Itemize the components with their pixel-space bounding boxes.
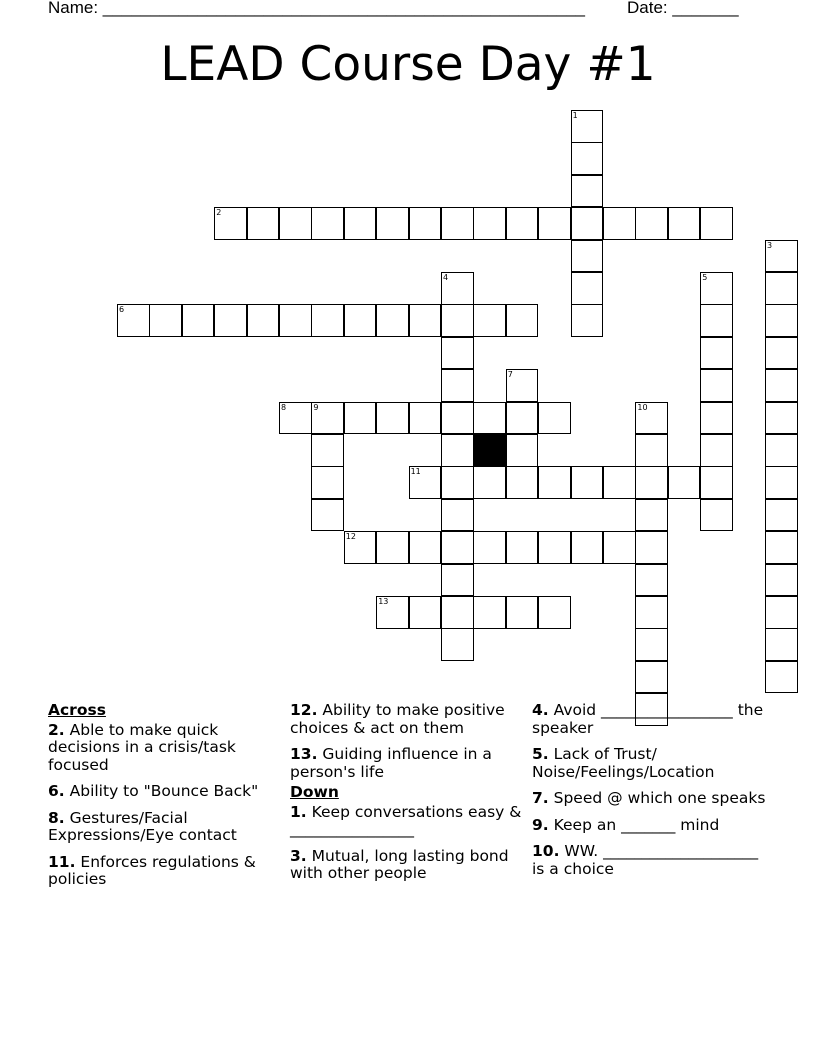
- grid-cell[interactable]: [214, 207, 247, 240]
- grid-cell[interactable]: [765, 628, 798, 661]
- grid-cell[interactable]: [441, 564, 474, 597]
- grid-cell[interactable]: [765, 531, 798, 564]
- grid-cell[interactable]: [668, 466, 701, 499]
- grid-cell[interactable]: [765, 337, 798, 370]
- grid-cell[interactable]: [409, 596, 442, 629]
- grid-cell[interactable]: [571, 240, 604, 273]
- grid-cell[interactable]: [311, 207, 344, 240]
- grid-cell[interactable]: [409, 207, 442, 240]
- clue-number: 7: [507, 370, 513, 380]
- clues-column-2: [290, 702, 525, 892]
- grid-cell[interactable]: [409, 466, 442, 499]
- grid-cell[interactable]: [376, 402, 409, 435]
- grid-cell[interactable]: [311, 434, 344, 467]
- grid-cell[interactable]: [603, 466, 636, 499]
- grid-cell[interactable]: [765, 661, 798, 694]
- grid-cell[interactable]: [538, 531, 571, 564]
- grid-cell[interactable]: [571, 466, 604, 499]
- grid-cell[interactable]: [571, 272, 604, 305]
- grid-cell[interactable]: [344, 402, 377, 435]
- grid-cell[interactable]: [635, 564, 668, 597]
- clue-across-6: 6. Ability to "Bounce Back": [48, 782, 259, 800]
- grid-cell[interactable]: [441, 499, 474, 532]
- grid-cell[interactable]: [700, 434, 733, 467]
- grid-cell[interactable]: [344, 207, 377, 240]
- grid-cell[interactable]: [311, 499, 344, 532]
- grid-cell[interactable]: [538, 596, 571, 629]
- grid-cell[interactable]: [506, 531, 539, 564]
- page-title: LEAD Course Day #1: [160, 37, 656, 92]
- clues-column-1: [48, 702, 283, 898]
- grid-cell[interactable]: [279, 207, 312, 240]
- clue-number: 6: [119, 305, 125, 315]
- grid-cell[interactable]: [635, 661, 668, 694]
- date-field-label: Date: _______: [627, 0, 739, 17]
- clue-number: 9: [313, 402, 319, 412]
- clue-down-5: 5. Lack of Trust/ Noise/Feelings/Location: [532, 745, 715, 781]
- clue-down-9: 9. Keep an _______ mind: [532, 815, 720, 834]
- clue-down-4: 4. Avoid _________________ the speaker: [532, 701, 764, 737]
- grid-cell[interactable]: [441, 596, 474, 629]
- grid-cell[interactable]: [603, 531, 636, 564]
- grid-cell[interactable]: [344, 531, 377, 564]
- grid-cell[interactable]: [635, 596, 668, 629]
- grid-cell[interactable]: [409, 402, 442, 435]
- grid-cell[interactable]: [441, 531, 474, 564]
- grid-cell[interactable]: [214, 304, 247, 337]
- grid-cell[interactable]: [700, 304, 733, 337]
- grid-cell[interactable]: [441, 369, 474, 402]
- grid-cell[interactable]: [279, 304, 312, 337]
- grid-cell[interactable]: [344, 304, 377, 337]
- grid-cell[interactable]: [635, 531, 668, 564]
- grid-cell[interactable]: [441, 434, 474, 467]
- clue-number: 3: [767, 240, 773, 250]
- grid-cell[interactable]: [506, 434, 539, 467]
- grid-cell[interactable]: [182, 304, 215, 337]
- black-square: [473, 434, 506, 467]
- grid-cell[interactable]: [571, 531, 604, 564]
- clue-number: 2: [216, 208, 222, 218]
- clue-number: 1: [572, 111, 578, 120]
- clue-number: 4: [443, 273, 449, 282]
- grid-cell[interactable]: [700, 369, 733, 402]
- grid-cell[interactable]: [765, 499, 798, 532]
- grid-cell[interactable]: [441, 628, 474, 661]
- clue-number: 8: [281, 402, 287, 412]
- grid-cell[interactable]: [506, 402, 539, 435]
- grid-cell[interactable]: [700, 272, 733, 305]
- grid-cell[interactable]: [700, 337, 733, 370]
- grid-cell[interactable]: [635, 628, 668, 661]
- grid-cell[interactable]: [571, 304, 604, 337]
- grid-cell[interactable]: [571, 142, 604, 175]
- grid-cell[interactable]: [700, 207, 733, 240]
- clue-number: 11: [410, 467, 421, 477]
- grid-cell[interactable]: [635, 466, 668, 499]
- grid-cell[interactable]: [571, 207, 604, 240]
- grid-cell[interactable]: [765, 369, 798, 402]
- grid-cell[interactable]: [538, 207, 571, 240]
- grid-cell[interactable]: [473, 531, 506, 564]
- grid-cell[interactable]: [311, 402, 344, 435]
- clue-across-8: 8. Gestures/Facial Expressions/Eye contact: [48, 808, 237, 844]
- grid-cell[interactable]: [635, 499, 668, 532]
- grid-cell[interactable]: [538, 466, 571, 499]
- grid-cell[interactable]: [441, 402, 474, 435]
- grid-cell[interactable]: [571, 175, 604, 208]
- grid-cell[interactable]: [765, 596, 798, 629]
- grid-cell[interactable]: [635, 434, 668, 467]
- grid-cell[interactable]: [700, 499, 733, 532]
- clue-across-11: 11. Enforces regulations & policies: [48, 852, 256, 888]
- grid-cell[interactable]: [473, 402, 506, 435]
- grid-cell[interactable]: [765, 466, 798, 499]
- grid-cell[interactable]: [635, 207, 668, 240]
- grid-cell[interactable]: [765, 272, 798, 305]
- grid-cell[interactable]: [603, 207, 636, 240]
- grid-cell[interactable]: [117, 304, 150, 337]
- clue-number: 13: [378, 597, 389, 606]
- grid-cell[interactable]: [409, 531, 442, 564]
- grid-cell[interactable]: [376, 207, 409, 240]
- grid-cell[interactable]: [441, 272, 474, 305]
- grid-cell[interactable]: [279, 402, 312, 435]
- grid-cell[interactable]: [635, 402, 668, 435]
- across-heading: Across: [48, 701, 106, 719]
- grid-cell[interactable]: [247, 207, 280, 240]
- grid-cell[interactable]: [247, 304, 280, 337]
- grid-cell[interactable]: [473, 466, 506, 499]
- grid-cell[interactable]: [700, 466, 733, 499]
- clue-number: 5: [702, 273, 708, 282]
- grid-cell[interactable]: [441, 304, 474, 337]
- clue-down-10: 10. WW. ____________________ is a choice: [532, 842, 759, 878]
- grid-cell[interactable]: [311, 304, 344, 337]
- grid-cell[interactable]: [765, 564, 798, 597]
- grid-cell[interactable]: [441, 466, 474, 499]
- grid-cell[interactable]: [376, 304, 409, 337]
- grid-cell[interactable]: [765, 304, 798, 337]
- grid-cell[interactable]: [700, 402, 733, 435]
- grid-cell[interactable]: [441, 207, 474, 240]
- grid-cell[interactable]: [473, 596, 506, 629]
- grid-cell[interactable]: [765, 434, 798, 467]
- grid-cell[interactable]: [409, 304, 442, 337]
- grid-cell[interactable]: [376, 596, 409, 629]
- clue-across-13: 13. Guiding influence in a person's life: [290, 745, 492, 781]
- grid-cell[interactable]: [506, 369, 539, 402]
- clue-down-1: 1. Keep conversations easy & ________________: [290, 802, 522, 838]
- grid-cell[interactable]: [506, 466, 539, 499]
- grid-cell[interactable]: [311, 466, 344, 499]
- grid-cell[interactable]: [376, 531, 409, 564]
- down-heading: Down: [290, 783, 339, 801]
- grid-cell[interactable]: [538, 402, 571, 435]
- clues-column-3: [532, 702, 767, 887]
- clue-down-3: 3. Mutual, long lasting bond with other people: [290, 846, 509, 882]
- grid-cell[interactable]: [765, 240, 798, 273]
- clue-across-12: 12. Ability to make positive choices & act on them: [290, 701, 505, 737]
- name-field-label: Name: ___________________________________________________: [48, 0, 585, 17]
- clue-down-7: 7. Speed @ which one speaks: [532, 789, 766, 807]
- grid-cell[interactable]: [571, 110, 604, 143]
- grid-cell[interactable]: [473, 304, 506, 337]
- grid-cell[interactable]: [506, 207, 539, 240]
- grid-cell[interactable]: [441, 337, 474, 370]
- grid-cell[interactable]: [765, 402, 798, 435]
- clue-number: 12: [345, 532, 356, 542]
- grid-cell[interactable]: [506, 304, 539, 337]
- grid-cell[interactable]: [506, 596, 539, 629]
- grid-cell[interactable]: [668, 207, 701, 240]
- clue-number: 10: [637, 402, 648, 412]
- grid-cell[interactable]: [473, 207, 506, 240]
- clue-across-2: 2. Able to make quick decisions in a crisis/task focused: [48, 720, 236, 774]
- grid-cell[interactable]: [149, 304, 182, 337]
